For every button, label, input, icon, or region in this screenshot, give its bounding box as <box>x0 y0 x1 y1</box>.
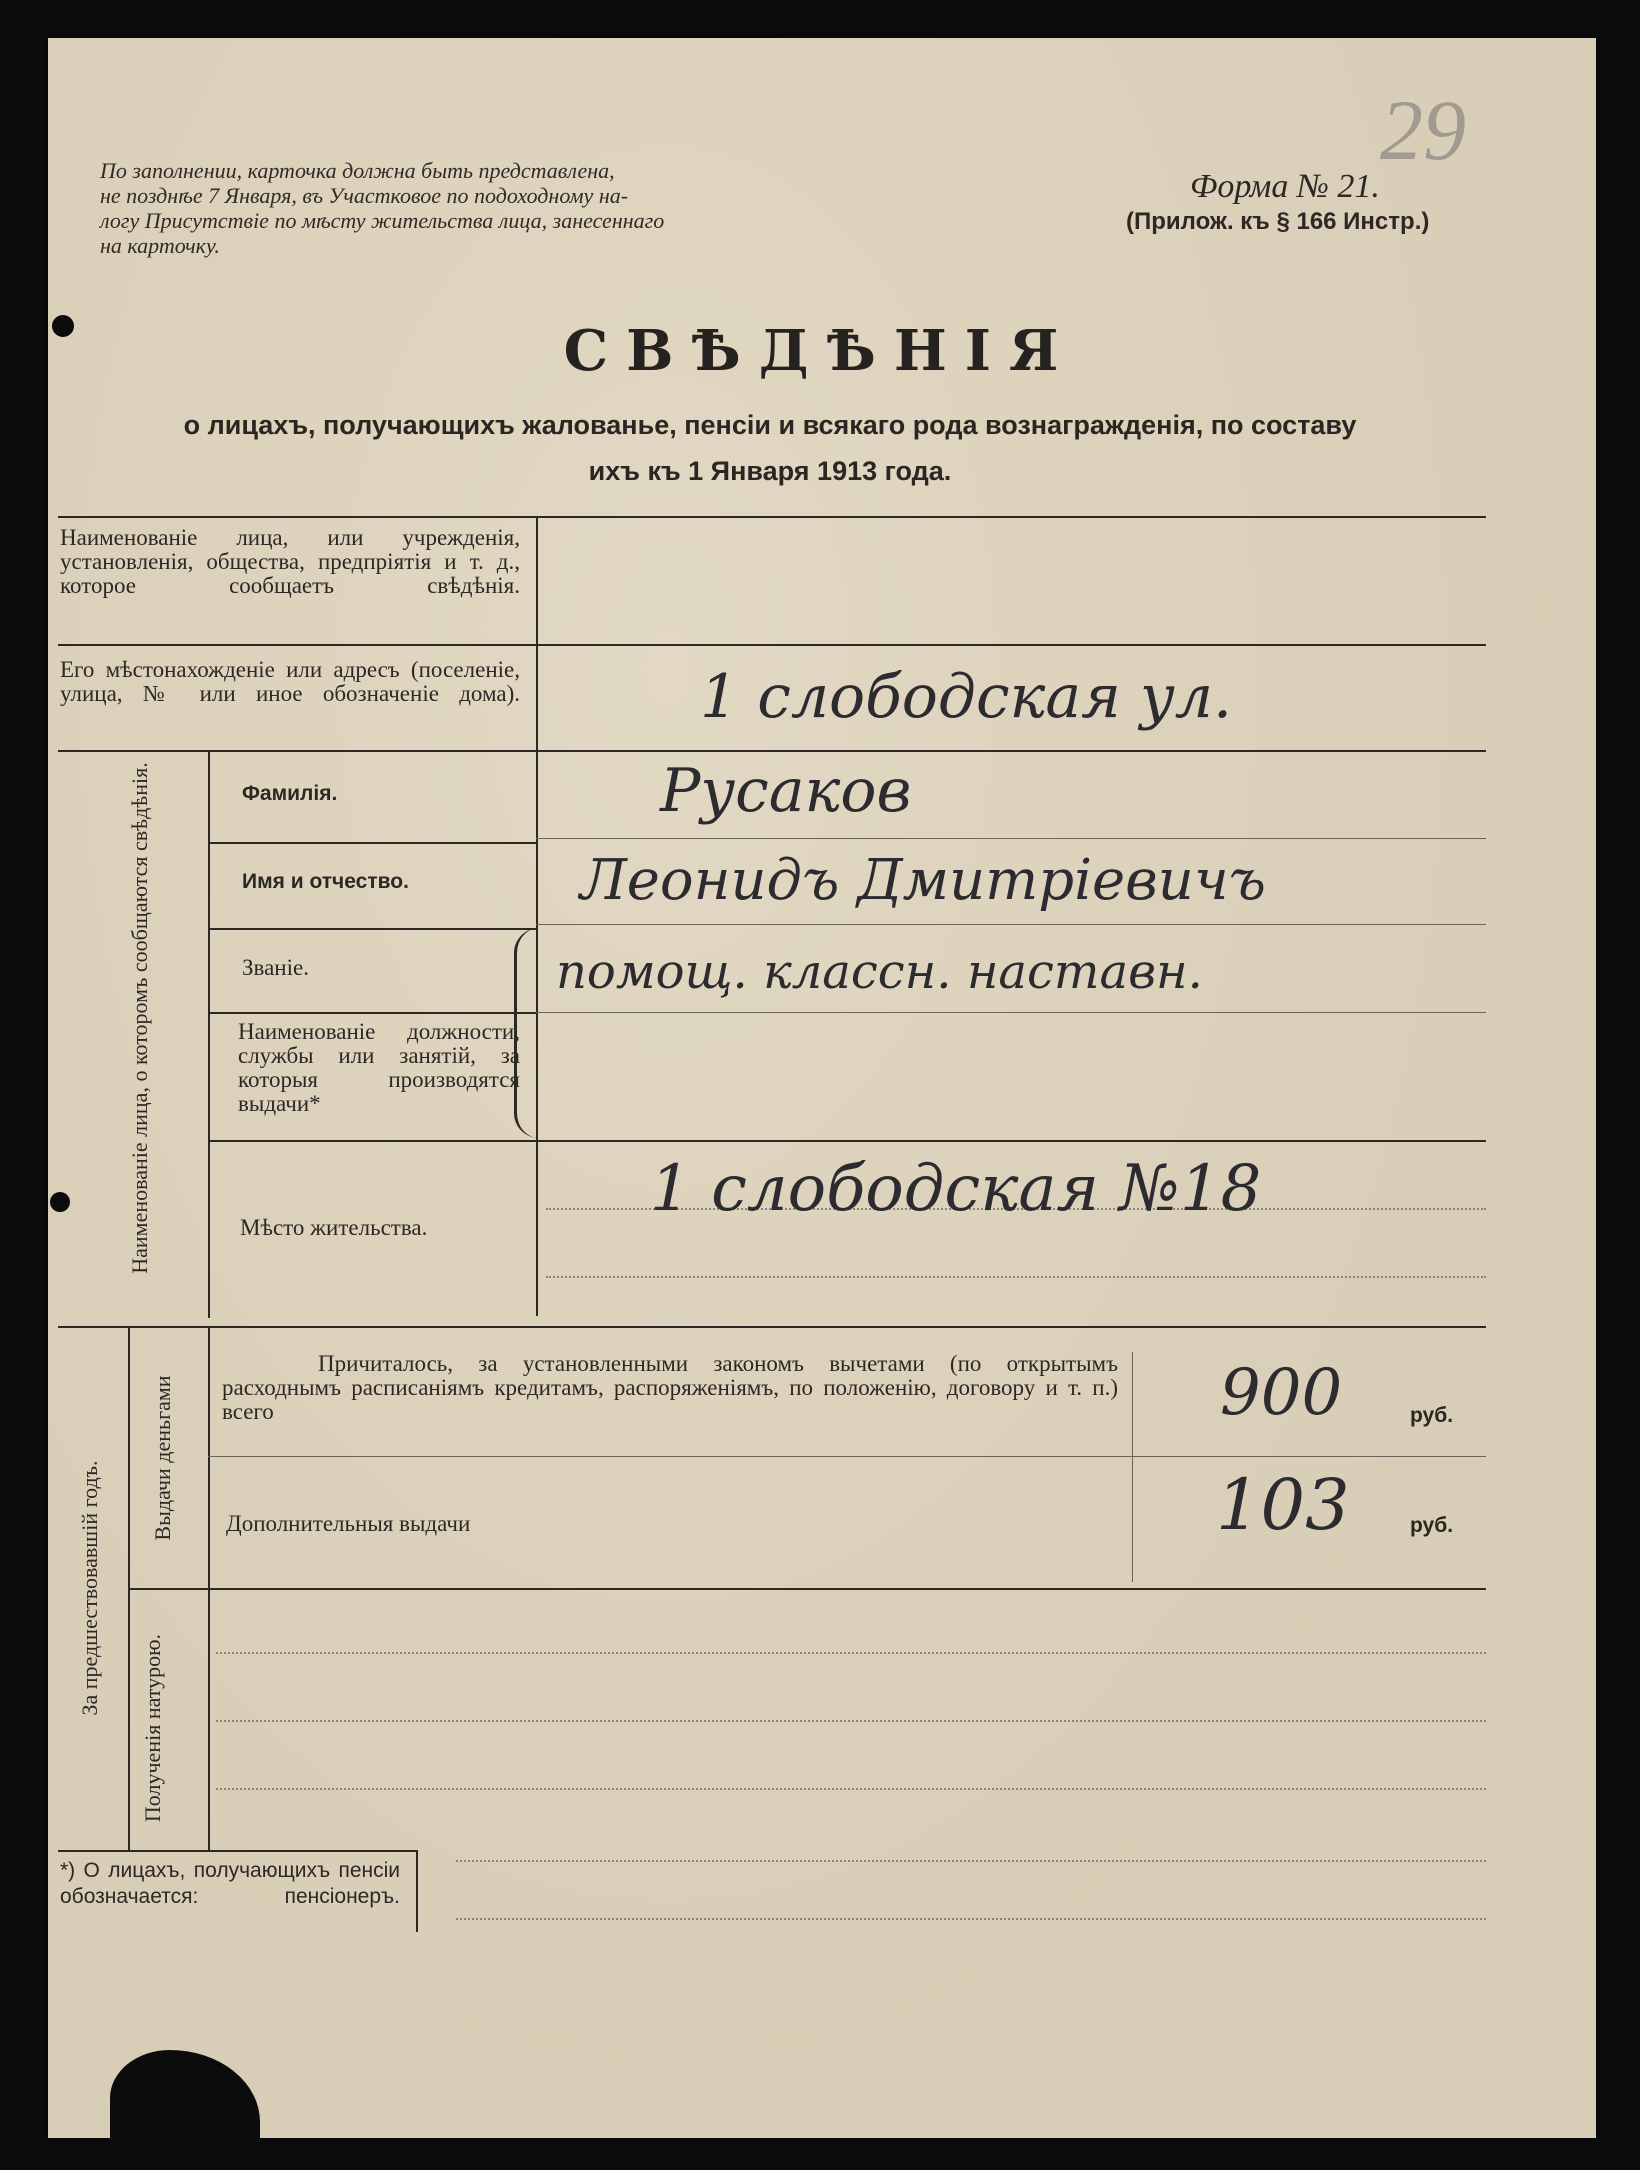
subtitle-line: о лицахъ, получающихъ жалованье, пенсіи и всякаго рода вознагражденія, по составу <box>183 410 1357 440</box>
rule <box>208 1012 536 1014</box>
rule <box>536 924 1486 925</box>
form-number: Форма № 21. <box>1190 168 1380 205</box>
subtitle-line: ихъ къ 1 Января 1913 года. <box>588 456 952 486</box>
form-reference: (Прилож. къ § 166 Инстр.) <box>1126 208 1430 235</box>
rule <box>546 1276 1486 1278</box>
instruction-line: на карточку. <box>100 233 220 258</box>
rule <box>208 928 536 930</box>
rule <box>208 750 210 1318</box>
rank-label: Званіе. <box>242 955 309 980</box>
instruction-line: не позднѣе 7 Января, въ Участковое по подоходному на- <box>100 183 629 208</box>
additional-currency: руб. <box>1410 1514 1454 1537</box>
instruction-note <box>100 158 860 258</box>
rule <box>1132 1352 1133 1582</box>
person-group-label: Наименованіе лица, о которомъ сообщаются свѣдѣнія. <box>127 762 152 1274</box>
additional-label: Дополнительныя выдачи <box>226 1511 471 1536</box>
rule <box>456 1918 1486 1920</box>
rule <box>128 1588 1486 1590</box>
residence-value: 1 слободская №18 <box>650 1152 1262 1226</box>
document-subtitle <box>60 402 1480 494</box>
punch-hole <box>50 1192 70 1212</box>
due-currency: руб. <box>1410 1404 1454 1427</box>
position-label: Наименованіе должности, службы или занятій, за которыя производятся выдачи* <box>238 1019 520 1116</box>
address-label: Его мѣстонахожденіе или адресъ (поселеніе, улица, № или иное обозначеніе дома). <box>60 657 520 706</box>
footnote-text: *) О лицахъ, получающихъ пенсіи обозначается: пенсіонеръ. <box>60 1859 400 1908</box>
rule <box>536 838 1486 839</box>
rule <box>58 750 1486 752</box>
rank-value: помощ. классн. наставн. <box>556 944 1203 1000</box>
name-value: Леонидъ Дмитріевичъ <box>580 848 1266 913</box>
residence-label: Мѣсто жительства. <box>240 1215 428 1240</box>
due-value: 900 <box>1220 1356 1343 1430</box>
rule <box>536 1012 1486 1013</box>
rule <box>208 1456 1486 1457</box>
additional-value: 103 <box>1216 1464 1350 1546</box>
rule <box>58 644 1486 646</box>
surname-label: Фамилія. <box>242 782 338 805</box>
sequence-number: 29 <box>1380 82 1466 178</box>
rule <box>208 1140 1486 1142</box>
natural-label: Полученія натурою. <box>140 1633 165 1823</box>
document-title: СВѢДѢНІЯ <box>563 318 1077 384</box>
rule <box>536 516 538 1316</box>
rule <box>58 516 1486 518</box>
rule <box>416 1850 418 1932</box>
rule <box>216 1788 1486 1790</box>
rule <box>216 1652 1486 1654</box>
money-label: Выдачи деньгами <box>150 1375 175 1541</box>
rule <box>216 1720 1486 1722</box>
instruction-line: логу Присутствіе по мѣсту жительства лица, занесеннаго <box>100 208 665 233</box>
address-value: 1 слободская ул. <box>700 662 1233 732</box>
period-label: За предшествовавшій годъ. <box>77 1460 102 1716</box>
rule <box>208 842 536 844</box>
org-label: Наименованіе лица, или учрежденія, установленія, общества, предпріятія и т. д., которое сообщаетъ свѣдѣнія. <box>60 525 520 598</box>
instruction-line: По заполнении, карточка должна быть представлена, <box>100 158 615 183</box>
name-label: Имя и отчество. <box>242 870 409 893</box>
rule <box>456 1860 1486 1862</box>
due-label: Причиталось, за установленными закономъ вычетами (по открытымъ расходнымъ расписаніямъ кредитамъ, распоряженіямъ, по положенію, договору и т. п.) всего <box>222 1351 1118 1424</box>
surname-value: Русаков <box>660 756 912 826</box>
rule <box>58 1326 1486 1328</box>
